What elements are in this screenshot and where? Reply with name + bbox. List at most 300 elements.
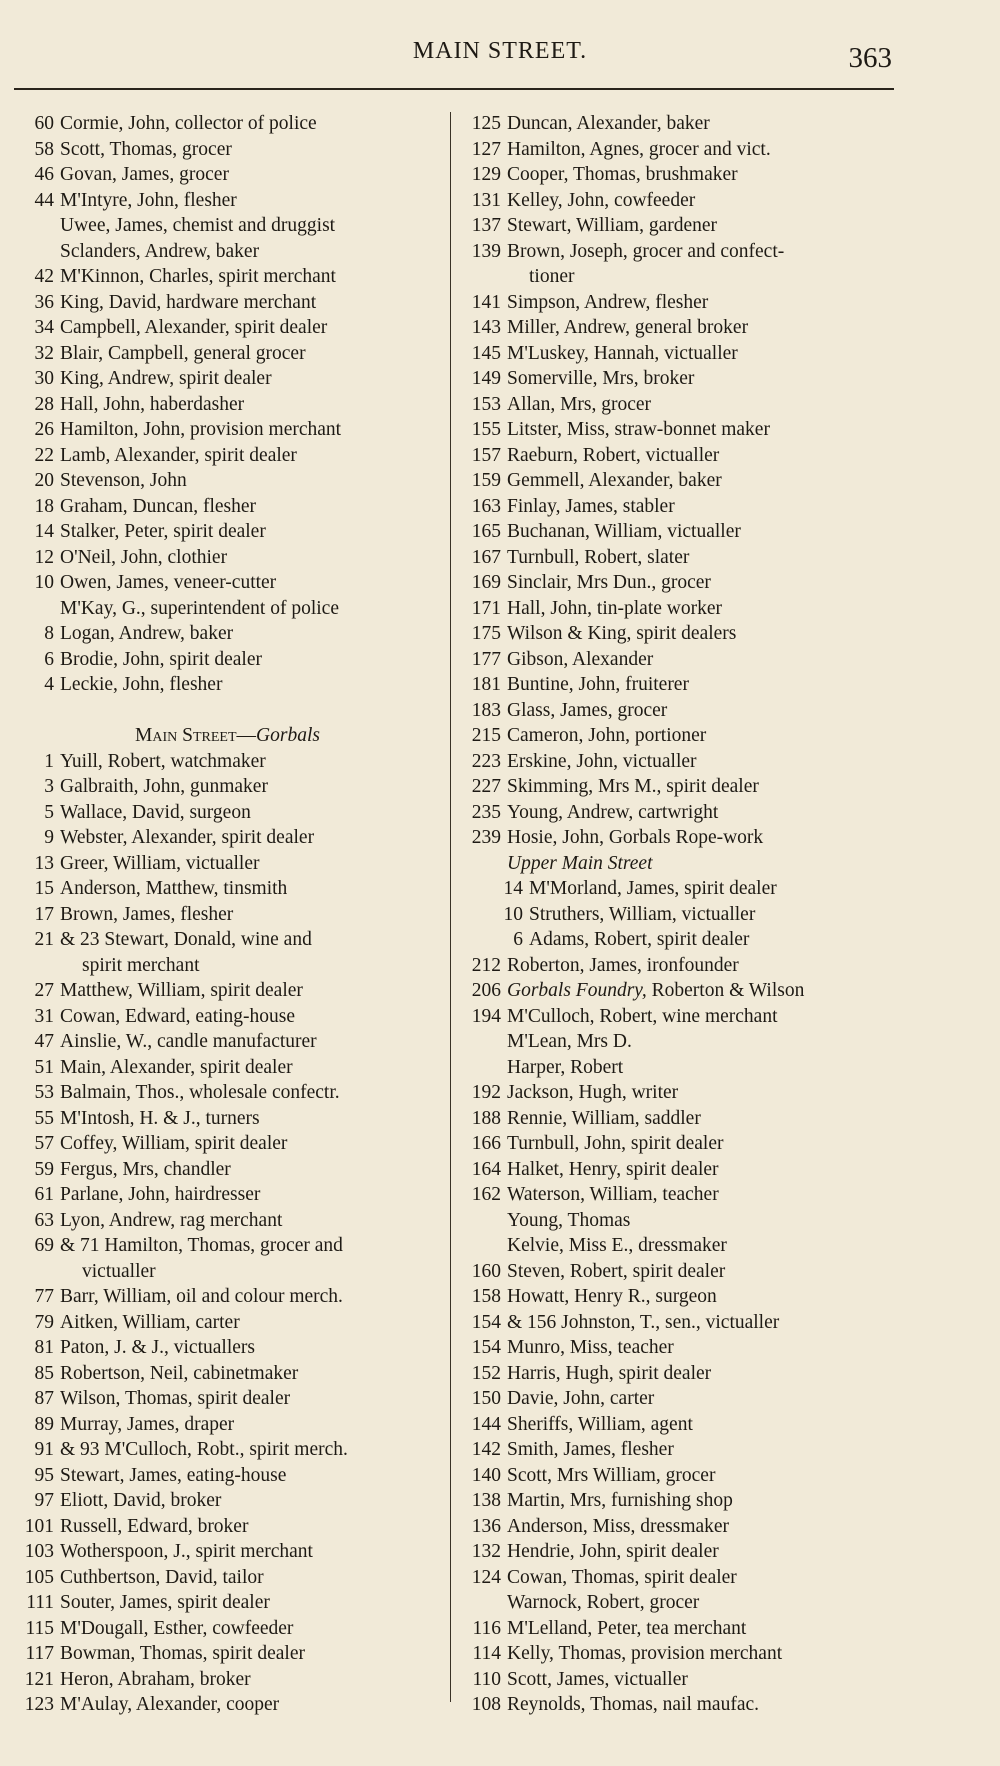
entry-number: 194 <box>471 1005 501 1027</box>
page-header <box>0 38 1000 78</box>
directory-entry <box>455 1233 900 1259</box>
directory-entry <box>10 621 445 647</box>
entry-text: Kelley, John, cowfeeder <box>507 189 696 211</box>
entry-text: Anderson, Miss, dressmaker <box>507 1515 730 1537</box>
entry-text: Waterson, William, teacher <box>507 1184 719 1205</box>
entry-number: 125 <box>471 113 501 134</box>
entry-number: 60 <box>34 113 54 134</box>
entry-number: 131 <box>471 189 501 211</box>
directory-entry <box>455 953 900 979</box>
directory-entry <box>10 341 445 367</box>
entry-text: Struthers, William, victualler <box>529 903 756 925</box>
entry-text: Coffey, William, spirit dealer <box>60 1133 288 1154</box>
entry-number: 166 <box>471 1133 501 1154</box>
directory-entry <box>10 443 445 469</box>
entry-text: & 71 Hamilton, Thomas, grocer and <box>60 1235 343 1256</box>
entry-text: Uwee, James, chemist and druggist <box>60 215 336 236</box>
entry-text: Wotherspoon, J., spirit merchant <box>60 1541 313 1562</box>
entry-text: Jackson, Hugh, writer <box>507 1082 679 1103</box>
directory-entry <box>455 1667 900 1693</box>
entry-number <box>10 239 60 265</box>
entry-text: Yuill, Robert, watchmaker <box>60 750 266 772</box>
entry-number: 143 <box>471 317 501 338</box>
entry-number: 140 <box>471 1464 501 1486</box>
section-heading-italic: Gorbals <box>256 725 320 746</box>
entry-text: Smith, James, flesher <box>507 1439 674 1460</box>
entry-text: Simpson, Andrew, flesher <box>507 291 709 313</box>
directory-entry <box>10 545 445 571</box>
directory-entry <box>455 1310 900 1336</box>
entry-text: Turnbull, Robert, slater <box>507 546 690 568</box>
directory-entry <box>455 749 900 775</box>
entry-text: Stalker, Peter, spirit dealer <box>60 521 266 542</box>
directory-entry <box>455 392 900 418</box>
directory-entry <box>10 927 445 953</box>
entry-text: Souter, James, spirit dealer <box>60 1592 270 1613</box>
entry-number <box>455 1590 507 1616</box>
directory-entry <box>455 596 900 622</box>
more-entries <box>455 953 900 1718</box>
running-head: MAIN STREET. <box>412 38 588 64</box>
directory-entry <box>455 468 900 494</box>
entry-number: 3 <box>44 776 54 797</box>
entry-text: Ainslie, W., candle manufacturer <box>60 1031 317 1052</box>
directory-entry <box>10 876 445 902</box>
entry-text: Brown, James, flesher <box>60 903 234 925</box>
entry-text: M'Culloch, Robert, wine merchant <box>507 1005 778 1027</box>
entry-text: Stewart, William, gardener <box>507 215 718 236</box>
directory-entry <box>455 902 900 928</box>
entry-text: Anderson, Matthew, tinsmith <box>60 878 288 899</box>
entry-text <box>507 978 900 1004</box>
directory-entry <box>455 341 900 367</box>
directory-entry <box>455 290 900 316</box>
directory-entry <box>10 1667 445 1693</box>
directory-entry <box>455 1616 900 1642</box>
entry-number: 177 <box>471 648 501 670</box>
left-entries <box>10 111 445 698</box>
entry-number: 163 <box>471 495 501 517</box>
entry-text: M'Dougall, Esther, cowfeeder <box>60 1617 294 1639</box>
entry-text: Blair, Campbell, general grocer <box>60 342 306 364</box>
section-heading-gorbals <box>10 723 445 749</box>
entry-text: Kelly, Thomas, provision merchant <box>507 1643 783 1664</box>
entry-number: 20 <box>34 470 54 491</box>
entry-text: Parlane, John, hairdresser <box>60 1184 261 1205</box>
entry-number: 61 <box>34 1184 54 1205</box>
directory-entry <box>10 1335 445 1361</box>
entry-number: 111 <box>26 1592 54 1613</box>
entry-text: spirit merchant <box>82 954 200 976</box>
entry-text: Logan, Andrew, baker <box>60 623 234 644</box>
entry-number: 175 <box>471 623 501 644</box>
entry-number: 165 <box>471 521 501 542</box>
entry-text: Harris, Hugh, spirit dealer <box>507 1362 712 1384</box>
entry-text: Skimming, Mrs M., spirit dealer <box>507 776 759 797</box>
entry-text: Stevenson, John <box>60 470 187 491</box>
directory-entry <box>10 1641 445 1667</box>
directory-entry <box>455 315 900 341</box>
entry-text: Kelvie, Miss E., dressmaker <box>507 1235 727 1256</box>
directory-entry <box>10 239 445 265</box>
entry-number: 12 <box>34 546 54 568</box>
entry-number: 97 <box>34 1490 54 1511</box>
directory-entry <box>10 1386 445 1412</box>
directory-entry <box>10 290 445 316</box>
directory-entry <box>10 1182 445 1208</box>
entry-text: Hamilton, John, provision merchant <box>60 419 342 440</box>
directory-entry <box>10 315 445 341</box>
entry-text: Scott, James, victualler <box>507 1668 688 1690</box>
directory-entry <box>10 902 445 928</box>
entry-number: 192 <box>471 1082 501 1103</box>
directory-entry <box>10 213 445 239</box>
entry-number: 101 <box>24 1515 54 1537</box>
entry-number: 10 <box>34 572 54 593</box>
entry-text: Sclanders, Andrew, baker <box>60 240 260 262</box>
entry-number: 95 <box>34 1464 54 1486</box>
entry-number: 154 <box>471 1337 501 1358</box>
directory-entry <box>455 1106 900 1132</box>
entry-number: 116 <box>472 1617 501 1639</box>
entry-number: 144 <box>471 1413 501 1435</box>
entry-number: 30 <box>34 368 54 389</box>
entry-number: 164 <box>471 1158 501 1180</box>
entry-text: Scott, Mrs William, grocer <box>507 1464 716 1486</box>
entry-number <box>10 596 60 622</box>
entry-number: 171 <box>471 597 501 619</box>
entry-number <box>455 264 507 290</box>
entry-number: 9 <box>44 827 54 848</box>
entry-text: Miller, Andrew, general broker <box>507 317 749 338</box>
entry-text: Allan, Mrs, grocer <box>507 393 652 415</box>
header-rule <box>14 88 894 90</box>
directory-entry <box>10 1157 445 1183</box>
directory-entry <box>455 264 900 290</box>
entry-text: M'Kay, G., superintendent of police <box>60 597 339 619</box>
entry-number <box>455 1208 507 1234</box>
entry-number <box>10 213 60 239</box>
directory-entry <box>10 978 445 1004</box>
entry-number: 223 <box>471 750 501 772</box>
entry-number: 69 <box>34 1235 54 1256</box>
entry-text: M'Lean, Mrs D. <box>507 1031 632 1052</box>
directory-entry <box>10 1412 445 1438</box>
entry-number: 153 <box>471 393 501 415</box>
directory-entry <box>10 1055 445 1081</box>
entry-number: 105 <box>24 1566 54 1588</box>
entry-text: M'Morland, James, spirit dealer <box>529 878 777 899</box>
entry-text: Hendrie, John, spirit dealer <box>507 1541 719 1562</box>
entry-number: 227 <box>471 776 501 797</box>
entry-number: 6 <box>513 929 523 950</box>
directory-entry <box>10 774 445 800</box>
directory-entry <box>455 1361 900 1387</box>
entry-number: 34 <box>34 317 54 338</box>
directory-entry <box>455 137 900 163</box>
directory-entry <box>455 1335 900 1361</box>
entry-number: 53 <box>34 1082 54 1103</box>
entry-number: 181 <box>471 674 501 695</box>
entry-text: Bowman, Thomas, spirit dealer <box>60 1643 305 1664</box>
entry-text: Barr, William, oil and colour merch. <box>60 1286 343 1307</box>
directory-entry <box>455 1386 900 1412</box>
directory-entry <box>455 1080 900 1106</box>
column-divider <box>450 112 451 1702</box>
directory-entry <box>10 1437 445 1463</box>
entry-text: & 23 Stewart, Donald, wine and <box>60 929 312 950</box>
entry-text: Hosie, John, Gorbals Rope-work <box>507 827 764 848</box>
entry-text: Reynolds, Thomas, nail maufac. <box>507 1694 760 1715</box>
entry-number: 215 <box>471 725 501 746</box>
entry-text: Matthew, William, spirit dealer <box>60 980 303 1001</box>
entry-text: Cormie, John, collector of police <box>60 113 317 134</box>
entry-text: Heron, Abraham, broker <box>60 1668 251 1690</box>
entry-text: Robertson, Neil, cabinetmaker <box>60 1362 299 1384</box>
entry-text: Leckie, John, flesher <box>60 674 223 695</box>
entry-text: Scott, Thomas, grocer <box>60 138 232 160</box>
entry-text: Hall, John, tin-plate worker <box>507 597 722 619</box>
entry-number: 81 <box>34 1337 54 1358</box>
entry-text: Rennie, William, saddler <box>507 1107 701 1129</box>
entry-text: Wilson & King, spirit dealers <box>507 623 737 644</box>
directory-entry <box>10 851 445 877</box>
entry-number: 91 <box>34 1439 54 1460</box>
directory-entry <box>455 1055 900 1081</box>
directory-entry <box>10 519 445 545</box>
entry-text: Gibson, Alexander <box>507 648 654 670</box>
entry-text: Murray, James, draper <box>60 1413 235 1435</box>
directory-entry <box>10 264 445 290</box>
entry-text: Erskine, John, victualler <box>507 750 697 772</box>
directory-entry <box>455 876 900 902</box>
entry-number: 115 <box>25 1617 54 1639</box>
entry-number: 57 <box>34 1133 54 1154</box>
entry-text: Raeburn, Robert, victualler <box>507 444 720 466</box>
entry-text: Brodie, John, spirit dealer <box>60 648 262 670</box>
entry-number: 79 <box>34 1311 54 1333</box>
directory-entry <box>10 1616 445 1642</box>
entry-number: 152 <box>471 1362 501 1384</box>
entry-text: Litster, Miss, straw-bonnet maker <box>507 419 770 440</box>
entry-number: 154 <box>471 1311 501 1333</box>
entry-text: Aitken, William, carter <box>60 1311 240 1333</box>
entry-number: 58 <box>34 138 54 160</box>
entry-number: 28 <box>34 393 54 415</box>
entry-number: 21 <box>34 929 54 950</box>
entry-text: Turnbull, John, spirit dealer <box>507 1133 724 1154</box>
entry-number: 159 <box>471 470 501 491</box>
directory-entry <box>455 978 900 1004</box>
entry-text: Davie, John, carter <box>507 1388 655 1409</box>
entry-number: 142 <box>471 1439 501 1460</box>
directory-entry <box>455 366 900 392</box>
entry-text: M'Luskey, Hannah, victualler <box>507 342 738 364</box>
directory-entry <box>10 800 445 826</box>
directory-entry <box>10 1463 445 1489</box>
entry-text: Finlay, James, stabler <box>507 495 675 517</box>
entry-text: Hall, John, haberdasher <box>60 393 245 415</box>
left-column <box>10 111 445 1718</box>
directory-entry <box>455 188 900 214</box>
entry-number: 14 <box>34 521 54 542</box>
entry-text: Buchanan, William, victualler <box>507 521 741 542</box>
directory-entry <box>455 545 900 571</box>
entry-text: Sheriffs, William, agent <box>507 1413 693 1435</box>
entry-number: 42 <box>34 266 54 287</box>
entry-number: 169 <box>471 572 501 593</box>
entry-text: tioner <box>529 266 575 287</box>
entry-text: Gemmell, Alexander, baker <box>507 470 722 491</box>
directory-entry <box>10 1106 445 1132</box>
entry-number: 27 <box>34 980 54 1001</box>
entry-number: 15 <box>34 878 54 899</box>
entry-number: 17 <box>34 903 54 925</box>
entry-text: Cooper, Thomas, brushmaker <box>507 164 738 185</box>
entry-number: 183 <box>471 699 501 721</box>
directory-entry <box>455 1488 900 1514</box>
entry-number: 10 <box>503 903 523 925</box>
gorbals-entries <box>10 749 445 1718</box>
entry-text: Sinclair, Mrs Dun., grocer <box>507 572 711 593</box>
entry-number: 162 <box>471 1184 501 1205</box>
entry-text: Brown, Joseph, grocer and confect- <box>507 240 785 262</box>
entry-text: Fergus, Mrs, chandler <box>60 1158 231 1180</box>
directory-entry <box>455 443 900 469</box>
entry-text: Paton, J. & J., victuallers <box>60 1337 255 1358</box>
entry-number: 110 <box>472 1668 501 1690</box>
entry-number: 127 <box>471 138 501 160</box>
entry-text: Campbell, Alexander, spirit dealer <box>60 317 328 338</box>
entry-text: M'Intyre, John, flesher <box>60 189 237 211</box>
entry-number: 18 <box>34 495 54 517</box>
entry-text: Eliott, David, broker <box>60 1490 222 1511</box>
entry-number: 155 <box>471 419 501 440</box>
entry-text: Lyon, Andrew, rag merchant <box>60 1209 283 1231</box>
directory-entry <box>455 570 900 596</box>
entry-number: 123 <box>24 1694 54 1715</box>
right-column <box>455 111 900 1718</box>
entry-text: Cuthbertson, David, tailor <box>60 1566 264 1588</box>
entry-number: 206 <box>471 980 501 1001</box>
directory-entry <box>455 1463 900 1489</box>
entry-text: Govan, James, grocer <box>60 164 229 185</box>
entry-number: 235 <box>471 801 501 823</box>
directory-entry <box>455 825 900 851</box>
directory-entry <box>10 1488 445 1514</box>
directory-entry <box>10 1539 445 1565</box>
directory-entry <box>10 1590 445 1616</box>
entry-text: Cowan, Thomas, spirit dealer <box>507 1566 737 1588</box>
entry-number: 103 <box>24 1541 54 1562</box>
directory-entry <box>455 774 900 800</box>
entry-text: Howatt, Henry R., surgeon <box>507 1286 717 1307</box>
entry-text: M'Lelland, Peter, tea merchant <box>507 1617 747 1639</box>
directory-entry <box>455 698 900 724</box>
entry-text: Wallace, David, surgeon <box>60 801 251 823</box>
entry-text: Glass, James, grocer <box>507 699 668 721</box>
entry-text: Stewart, James, eating-house <box>60 1464 287 1486</box>
entry-text: Cowan, Edward, eating-house <box>60 1005 296 1027</box>
directory-entry <box>455 800 900 826</box>
entry-text: Webster, Alexander, spirit dealer <box>60 827 315 848</box>
entry-text: Roberton, James, ironfounder <box>507 954 739 976</box>
directory-entry <box>10 137 445 163</box>
directory-entry <box>10 1565 445 1591</box>
entry-text: M'Intosh, H. & J., turners <box>60 1107 260 1129</box>
entry-number: 47 <box>34 1031 54 1052</box>
entry-text: Lamb, Alexander, spirit dealer <box>60 444 297 466</box>
directory-entry <box>10 188 445 214</box>
entry-text: King, David, hardware merchant <box>60 291 317 313</box>
entry-text: Adams, Robert, spirit dealer <box>529 929 750 950</box>
entry-number: 55 <box>34 1107 54 1129</box>
entry-text: & 93 M'Culloch, Robt., spirit merch. <box>60 1439 348 1460</box>
directory-entry <box>10 1692 445 1718</box>
entry-number: 114 <box>472 1643 501 1664</box>
directory-entry <box>10 672 445 698</box>
entry-number: 32 <box>34 342 54 364</box>
entry-text: M'Kinnon, Charles, spirit merchant <box>60 266 336 287</box>
entry-number: 44 <box>34 189 54 211</box>
entry-number: 5 <box>44 801 54 823</box>
entry-number <box>455 1055 507 1081</box>
directory-entry <box>455 1157 900 1183</box>
directory-entry <box>455 1641 900 1667</box>
entry-text: Russell, Edward, broker <box>60 1515 249 1537</box>
directory-entry <box>10 1029 445 1055</box>
directory-entry <box>10 468 445 494</box>
directory-entry <box>455 1004 900 1030</box>
entry-text: King, Andrew, spirit dealer <box>60 368 272 389</box>
directory-entry <box>455 1692 900 1718</box>
directory-entry <box>10 1259 445 1285</box>
directory-entry <box>10 111 445 137</box>
entry-number: 46 <box>34 164 54 185</box>
directory-entry <box>455 111 900 137</box>
entry-number: 150 <box>471 1388 501 1409</box>
entry-number: 117 <box>25 1643 54 1664</box>
entry-number: 6 <box>44 648 54 670</box>
directory-entry <box>455 1131 900 1157</box>
directory-entry <box>10 749 445 775</box>
directory-entry <box>10 1004 445 1030</box>
entry-number: 149 <box>471 368 501 389</box>
entry-text: Steven, Robert, spirit dealer <box>507 1260 726 1282</box>
entry-number: 157 <box>471 444 501 466</box>
entry-number: 138 <box>471 1490 501 1511</box>
directory-entry <box>455 213 900 239</box>
entry-number: 1 <box>44 750 54 772</box>
directory-entry <box>10 1310 445 1336</box>
directory-entry <box>10 162 445 188</box>
directory-entry <box>455 1029 900 1055</box>
page-number: 363 <box>848 42 892 74</box>
directory-entry <box>455 1514 900 1540</box>
entry-number: 129 <box>471 164 501 185</box>
directory-entry <box>455 672 900 698</box>
directory-entry <box>10 1131 445 1157</box>
directory-entry <box>455 723 900 749</box>
directory-entry <box>10 1514 445 1540</box>
upper-entries <box>455 876 900 953</box>
entry-number: 212 <box>471 954 501 976</box>
entry-number: 139 <box>471 240 501 262</box>
entry-text: Duncan, Alexander, baker <box>507 113 710 134</box>
directory-entry <box>455 927 900 953</box>
entry-number: 121 <box>24 1668 54 1690</box>
entry-number: 22 <box>34 444 54 466</box>
